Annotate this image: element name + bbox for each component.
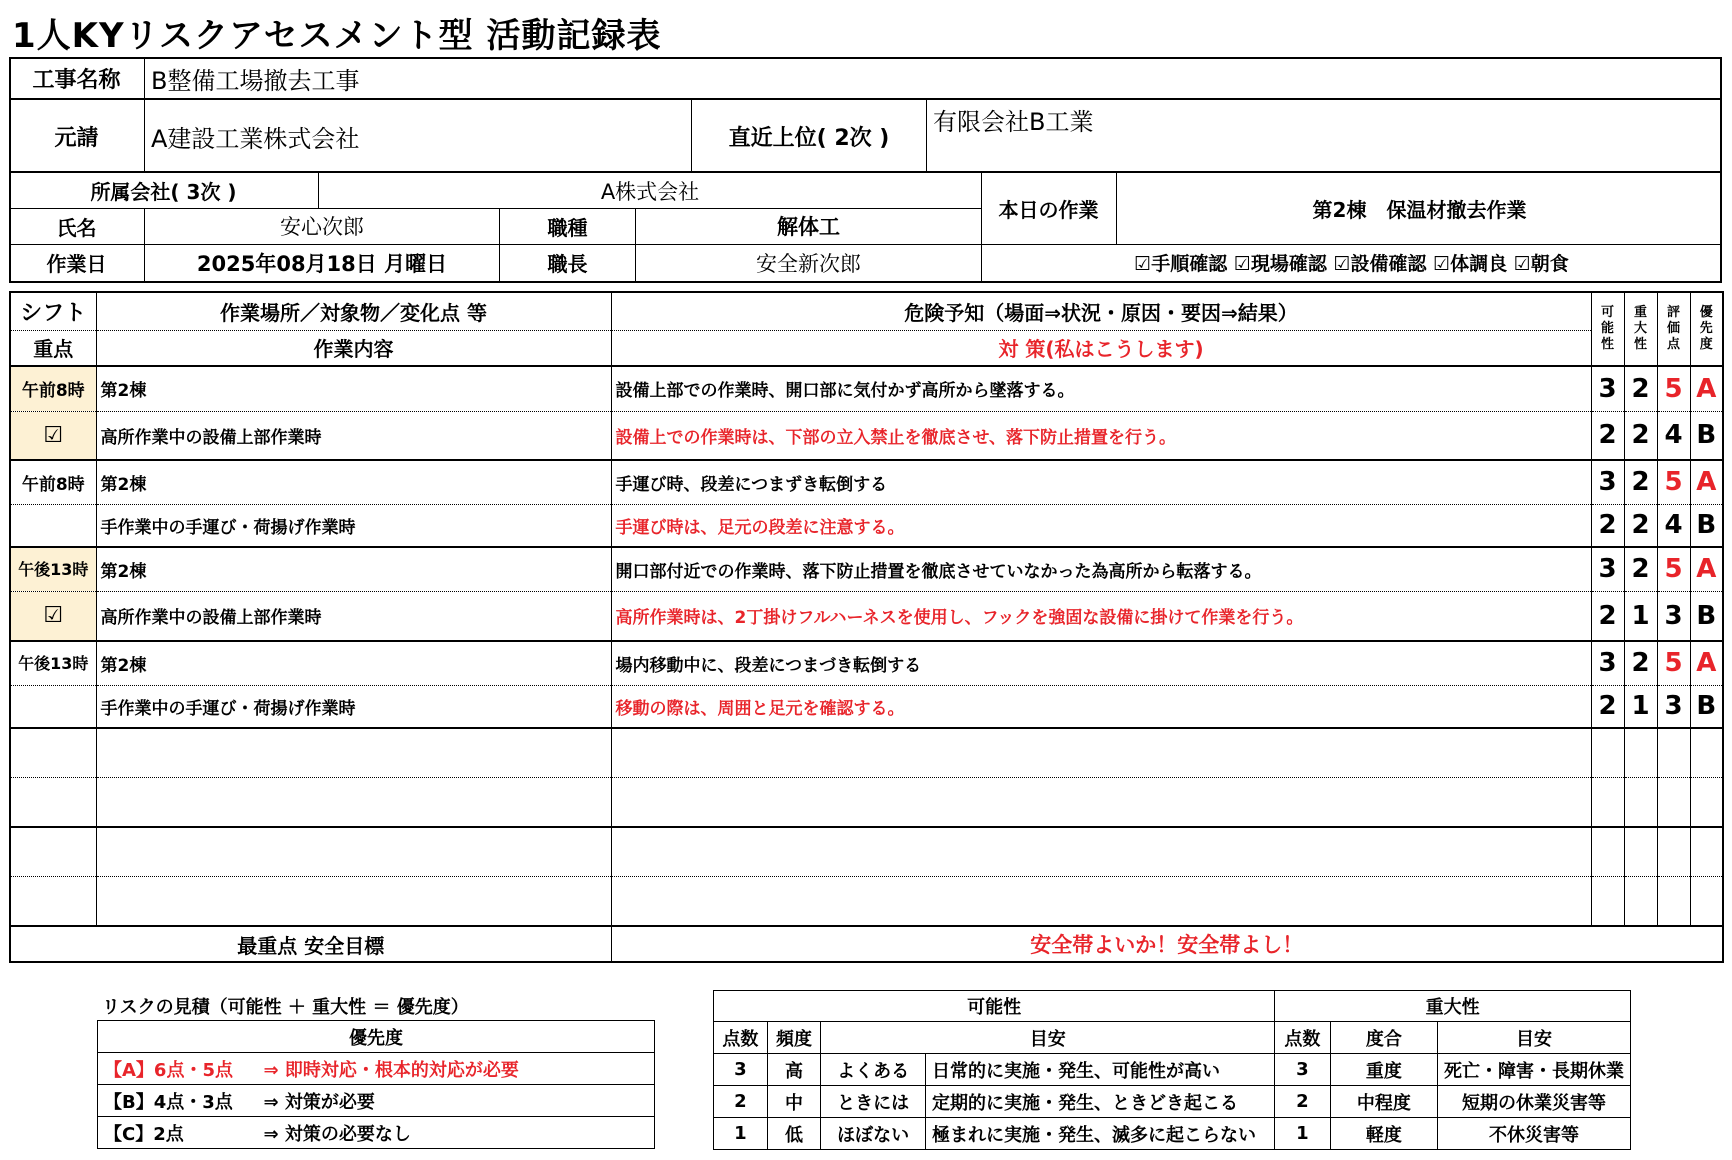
- danger-cell: 開口部付近での作業時、落下防止措置を徹底させていなかった為高所から転落する。: [611, 547, 1591, 591]
- guide-value: 極まれに実施・発生、滅多に起こらない: [926, 1118, 1275, 1150]
- col-measure: 対 策(私はこうします): [611, 330, 1591, 366]
- priority-value: A: [1690, 547, 1723, 591]
- col-shift: シフト: [10, 292, 96, 330]
- col-priority: 優先度: [1690, 292, 1723, 366]
- measure-cell: 手運び時は、足元の段差に注意する。: [611, 504, 1591, 547]
- shift-cell: 午前8時: [10, 460, 96, 504]
- col-guide: 目安: [821, 1022, 1275, 1054]
- priority-legend-header: 優先度: [98, 1021, 655, 1053]
- place-cell: 第2棟: [96, 547, 611, 591]
- col-focus: 重点: [10, 330, 96, 366]
- priority-value: B: [1690, 591, 1723, 641]
- col-points: 点数: [1275, 1022, 1331, 1054]
- priority-b-label: 【B】4点・3点: [98, 1085, 258, 1117]
- shift-cell: 午後13時: [10, 547, 96, 591]
- name-label: 氏名: [9, 208, 145, 244]
- severity-value: 2: [1624, 366, 1657, 411]
- today-work-label: 本日の作業: [981, 173, 1117, 244]
- col-place: 作業場所／対象物／変化点 等: [96, 292, 611, 330]
- possibility-severity-legend: [713, 990, 1631, 1150]
- place-cell: 第2棟: [96, 641, 611, 685]
- severity-guide: 不休災害等: [1437, 1118, 1630, 1150]
- empty-row[interactable]: [10, 777, 1723, 827]
- severity-value: 1: [1624, 685, 1657, 728]
- col-guide: 目安: [1437, 1022, 1630, 1054]
- empty-row[interactable]: [10, 876, 1723, 926]
- table-row: [10, 591, 1723, 641]
- table-row: [10, 641, 1723, 685]
- degree-value: 重度: [1330, 1054, 1437, 1086]
- score-value: 5: [1657, 547, 1690, 591]
- degree-value: 中程度: [1330, 1086, 1437, 1118]
- content-cell: 高所作業中の設備上部作業時: [96, 591, 611, 641]
- possibility-value: 3: [1591, 641, 1624, 685]
- shift-cell: 午後13時: [10, 641, 96, 685]
- upper-value: 有限会社B工業: [933, 107, 1094, 136]
- danger-cell: 設備上部での作業時、開口部に気付かず高所から墜落する。: [611, 366, 1591, 411]
- col-score: 評価点: [1657, 292, 1690, 366]
- frequency-value: 高: [767, 1054, 821, 1086]
- priority-value: A: [1690, 641, 1723, 685]
- severity-value: 2: [1624, 460, 1657, 504]
- possibility-value: 2: [1591, 685, 1624, 728]
- company-label: 所属会社( 3次 ): [9, 173, 319, 208]
- score-value: 5: [1657, 460, 1690, 504]
- date-value: 2025年08月18日 月曜日: [145, 244, 500, 281]
- frequency-value: 低: [767, 1118, 821, 1150]
- priority-legend: [97, 1020, 655, 1149]
- possibility-value: 2: [1591, 411, 1624, 460]
- focus-checkbox[interactable]: [10, 685, 96, 728]
- possibility-value: 3: [1591, 547, 1624, 591]
- project-value: B整備工場撤去工事: [151, 67, 360, 95]
- col-points: 点数: [714, 1022, 768, 1054]
- prime-value: A建設工業株式会社: [151, 124, 360, 153]
- header-block: [9, 57, 1722, 283]
- possibility-value: 2: [1591, 591, 1624, 641]
- possibility-value: 3: [1591, 460, 1624, 504]
- priority-value: B: [1690, 411, 1723, 460]
- severity-value: 2: [1624, 641, 1657, 685]
- date-label: 作業日: [9, 244, 145, 281]
- severity-value: 2: [1624, 504, 1657, 547]
- frequency-value: 中: [767, 1086, 821, 1118]
- measure-cell: 設備上での作業時は、下部の立入禁止を徹底させ、落下防止措置を行う。: [611, 411, 1591, 460]
- focus-checkbox[interactable]: ☑: [10, 411, 96, 460]
- measure-cell: 移動の際は、周囲と足元を確認する。: [611, 685, 1591, 728]
- focus-checkbox[interactable]: ☑: [10, 591, 96, 641]
- name-value: 安心次郎: [145, 208, 500, 244]
- job-label: 職種: [500, 208, 636, 244]
- priority-c-label: 【C】2点: [98, 1117, 258, 1149]
- danger-cell: 手運び時、段差につまずき転倒する: [611, 460, 1591, 504]
- place-cell: 第2棟: [96, 460, 611, 504]
- frequency-word: ほぼない: [821, 1118, 926, 1150]
- shift-cell: 午前8時: [10, 366, 96, 411]
- check-list: ☑手順確認 ☑現場確認 ☑設備確認 ☑体調良 ☑朝食: [1134, 253, 1569, 275]
- severity-value: 1: [1624, 591, 1657, 641]
- safety-goal-label: 最重点 安全目標: [10, 926, 611, 962]
- chief-label: 職長: [500, 244, 636, 281]
- priority-value: B: [1690, 685, 1723, 728]
- page-title: 1人KYリスクアセスメント型 活動記録表: [12, 16, 662, 56]
- company-value: A株式会社: [600, 179, 700, 204]
- possibility-value: 3: [1591, 366, 1624, 411]
- points-value: 3: [714, 1054, 768, 1086]
- severity-guide: 短期の休業災害等: [1437, 1086, 1630, 1118]
- job-value: 解体工: [777, 215, 840, 239]
- safety-goal-value: 安全帯よいか！安全帯よし！: [611, 926, 1723, 962]
- score-value: 5: [1657, 641, 1690, 685]
- points-value: 1: [714, 1118, 768, 1150]
- empty-row[interactable]: [10, 728, 1723, 777]
- col-frequency: 頻度: [767, 1022, 821, 1054]
- score-value: 3: [1657, 591, 1690, 641]
- priority-a-desc: ⇒ 即時対応・根本的対応が必要: [258, 1053, 655, 1085]
- content-cell: 手作業中の手運び・荷揚げ作業時: [96, 685, 611, 728]
- score-value: 4: [1657, 411, 1690, 460]
- guide-value: 日常的に実施・発生、可能性が高い: [926, 1054, 1275, 1086]
- col-danger: 危険予知（場面⇒状況・原因・要因⇒結果）: [611, 292, 1591, 330]
- col-possibility: 可能性: [1591, 292, 1624, 366]
- content-cell: 高所作業中の設備上部作業時: [96, 411, 611, 460]
- table-row: [10, 460, 1723, 504]
- col-content: 作業内容: [96, 330, 611, 366]
- points-value: 2: [714, 1086, 768, 1118]
- table-row: [10, 547, 1723, 591]
- col-severity: 重大性: [1624, 292, 1657, 366]
- prime-label: 元請: [9, 99, 145, 173]
- score-value: 4: [1657, 504, 1690, 547]
- priority-value: A: [1690, 366, 1723, 411]
- severity-header: 重大性: [1275, 991, 1631, 1022]
- focus-checkbox[interactable]: [10, 504, 96, 547]
- table-row: [10, 411, 1723, 460]
- score-value: 3: [1657, 685, 1690, 728]
- project-label: 工事名称: [9, 57, 145, 100]
- severity-value: 2: [1624, 547, 1657, 591]
- today-work-value: 第2棟 保温材撤去作業: [1312, 198, 1527, 222]
- priority-c-desc: ⇒ 対策の必要なし: [258, 1117, 655, 1149]
- severity-points: 3: [1275, 1054, 1331, 1086]
- severity-guide: 死亡・障害・長期休業: [1437, 1054, 1630, 1086]
- possibility-value: 2: [1591, 504, 1624, 547]
- severity-points: 1: [1275, 1118, 1331, 1150]
- content-cell: 手作業中の手運び・荷揚げ作業時: [96, 504, 611, 547]
- col-degree: 度合: [1330, 1022, 1437, 1054]
- table-row: [10, 685, 1723, 728]
- danger-cell: 場内移動中に、段差につまづき転倒する: [611, 641, 1591, 685]
- frequency-word: よくある: [821, 1054, 926, 1086]
- severity-points: 2: [1275, 1086, 1331, 1118]
- priority-value: A: [1690, 460, 1723, 504]
- ky-table: [9, 291, 1724, 963]
- place-cell: 第2棟: [96, 366, 611, 411]
- measure-cell: 高所作業時は、2丁掛けフルハーネスを使用し、フックを強固な設備に掛けて作業を行う。: [611, 591, 1591, 641]
- empty-row[interactable]: [10, 827, 1723, 876]
- degree-value: 軽度: [1330, 1118, 1437, 1150]
- priority-b-desc: ⇒ 対策が必要: [258, 1085, 655, 1117]
- priority-a-label: 【A】6点・5点: [98, 1053, 258, 1085]
- risk-legend-title: リスクの見積（可能性 ＋ 重大性 ＝ 優先度）: [102, 997, 469, 1018]
- chief-value: 安全新次郎: [756, 251, 861, 276]
- priority-value: B: [1690, 504, 1723, 547]
- severity-value: 2: [1624, 411, 1657, 460]
- table-row: [10, 366, 1723, 411]
- upper-label: 直近上位( 2次 ): [691, 99, 927, 173]
- guide-value: 定期的に実施・発生、ときどき起こる: [926, 1086, 1275, 1118]
- table-row: [10, 504, 1723, 547]
- frequency-word: ときには: [821, 1086, 926, 1118]
- score-value: 5: [1657, 366, 1690, 411]
- possibility-header: 可能性: [714, 991, 1275, 1022]
